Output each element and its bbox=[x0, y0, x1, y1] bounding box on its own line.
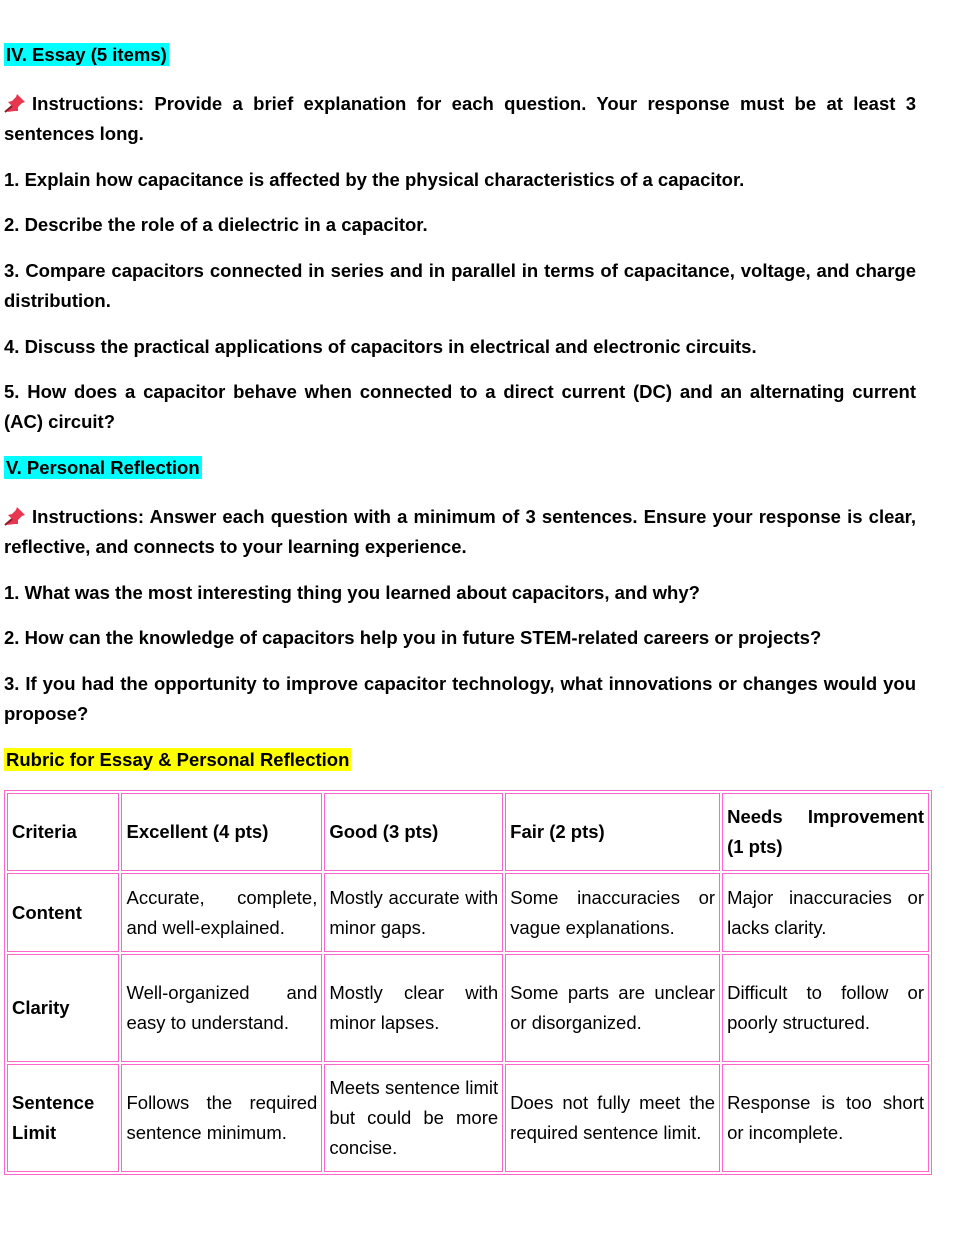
cell-excellent: Follows the required sentence minimum. bbox=[121, 1064, 322, 1172]
cell-excellent: Accurate, complete, and well-explained. bbox=[121, 873, 322, 952]
essay-item-4: 4. Discuss the practical applications of capacitors in electrical and electronic circuits. bbox=[4, 336, 757, 357]
row-criteria: Clarity bbox=[7, 954, 119, 1062]
essay-heading-line bbox=[4, 40, 916, 70]
reflection-item-2: 2. How can the knowledge of capacitors help you in future STEM-related careers or projects? bbox=[4, 627, 822, 648]
essay-heading: IV. Essay (5 items) bbox=[6, 44, 167, 65]
cell-needs: Major inaccuracies or lacks clarity. bbox=[722, 873, 929, 952]
cell-needs: Difficult to follow or poorly structured. bbox=[722, 954, 929, 1062]
pushpin-icon bbox=[4, 502, 26, 532]
rubric-heading-line bbox=[4, 745, 916, 775]
header-criteria: Criteria bbox=[7, 793, 119, 871]
row-criteria: Sentence Limit bbox=[7, 1064, 119, 1172]
reflection-instructions bbox=[4, 502, 916, 562]
header-good: Good (3 pts) bbox=[324, 793, 503, 871]
cell-excellent: Well-organized and easy to understand. bbox=[121, 954, 322, 1062]
table-row bbox=[7, 1064, 929, 1172]
cell-good: Meets sentence limit but could be more concise. bbox=[324, 1064, 503, 1172]
reflection-heading-line bbox=[4, 453, 916, 483]
cell-fair: Does not fully meet the required sentence limit. bbox=[505, 1064, 720, 1172]
row-criteria: Content bbox=[7, 873, 119, 952]
rubric-heading: Rubric for Essay & Personal Reflection bbox=[6, 749, 350, 770]
rubric-header-row bbox=[7, 793, 929, 871]
essay-item-3: 3. Compare capacitors connected in series and in parallel in terms of capacitance, voltage, and charge distribution. bbox=[4, 260, 916, 311]
table-row bbox=[7, 954, 929, 1062]
pushpin-icon bbox=[4, 89, 26, 119]
essay-instructions bbox=[4, 89, 916, 149]
cell-fair: Some parts are unclear or disorganized. bbox=[505, 954, 720, 1062]
reflection-heading: V. Personal Reflection bbox=[6, 457, 200, 478]
cell-fair: Some inaccuracies or vague explanations. bbox=[505, 873, 720, 952]
cell-needs: Response is too short or incomplete. bbox=[722, 1064, 929, 1172]
essay-item-5: 5. How does a capacitor behave when connected to a direct current (DC) and an alternating current (AC) circuit? bbox=[4, 381, 916, 432]
header-excellent: Excellent (4 pts) bbox=[121, 793, 322, 871]
header-fair: Fair (2 pts) bbox=[505, 793, 720, 871]
reflection-instructions-text: Instructions: Answer each question with a minimum of 3 sentences. Ensure your response is clear, reflective, and connects to your learning experience. bbox=[4, 506, 916, 557]
reflection-item-1: 1. What was the most interesting thing you learned about capacitors, and why? bbox=[4, 582, 700, 603]
table-row bbox=[7, 873, 929, 952]
cell-good: Mostly accurate with minor gaps. bbox=[324, 873, 503, 952]
reflection-item-3: 3. If you had the opportunity to improve capacitor technology, what innovations or changes would you propose? bbox=[4, 673, 916, 724]
essay-item-2: 2. Describe the role of a dielectric in a capacitor. bbox=[4, 214, 428, 235]
cell-good: Mostly clear with minor lapses. bbox=[324, 954, 503, 1062]
essay-item-1: 1. Explain how capacitance is affected by the physical characteristics of a capacitor. bbox=[4, 169, 745, 190]
essay-instructions-text: Instructions: Provide a brief explanation for each question. Your response must be at least 3 sentences long. bbox=[4, 93, 916, 144]
header-needs-improvement: Needs Improvement (1 pts) bbox=[722, 793, 929, 871]
rubric-table bbox=[4, 790, 932, 1175]
